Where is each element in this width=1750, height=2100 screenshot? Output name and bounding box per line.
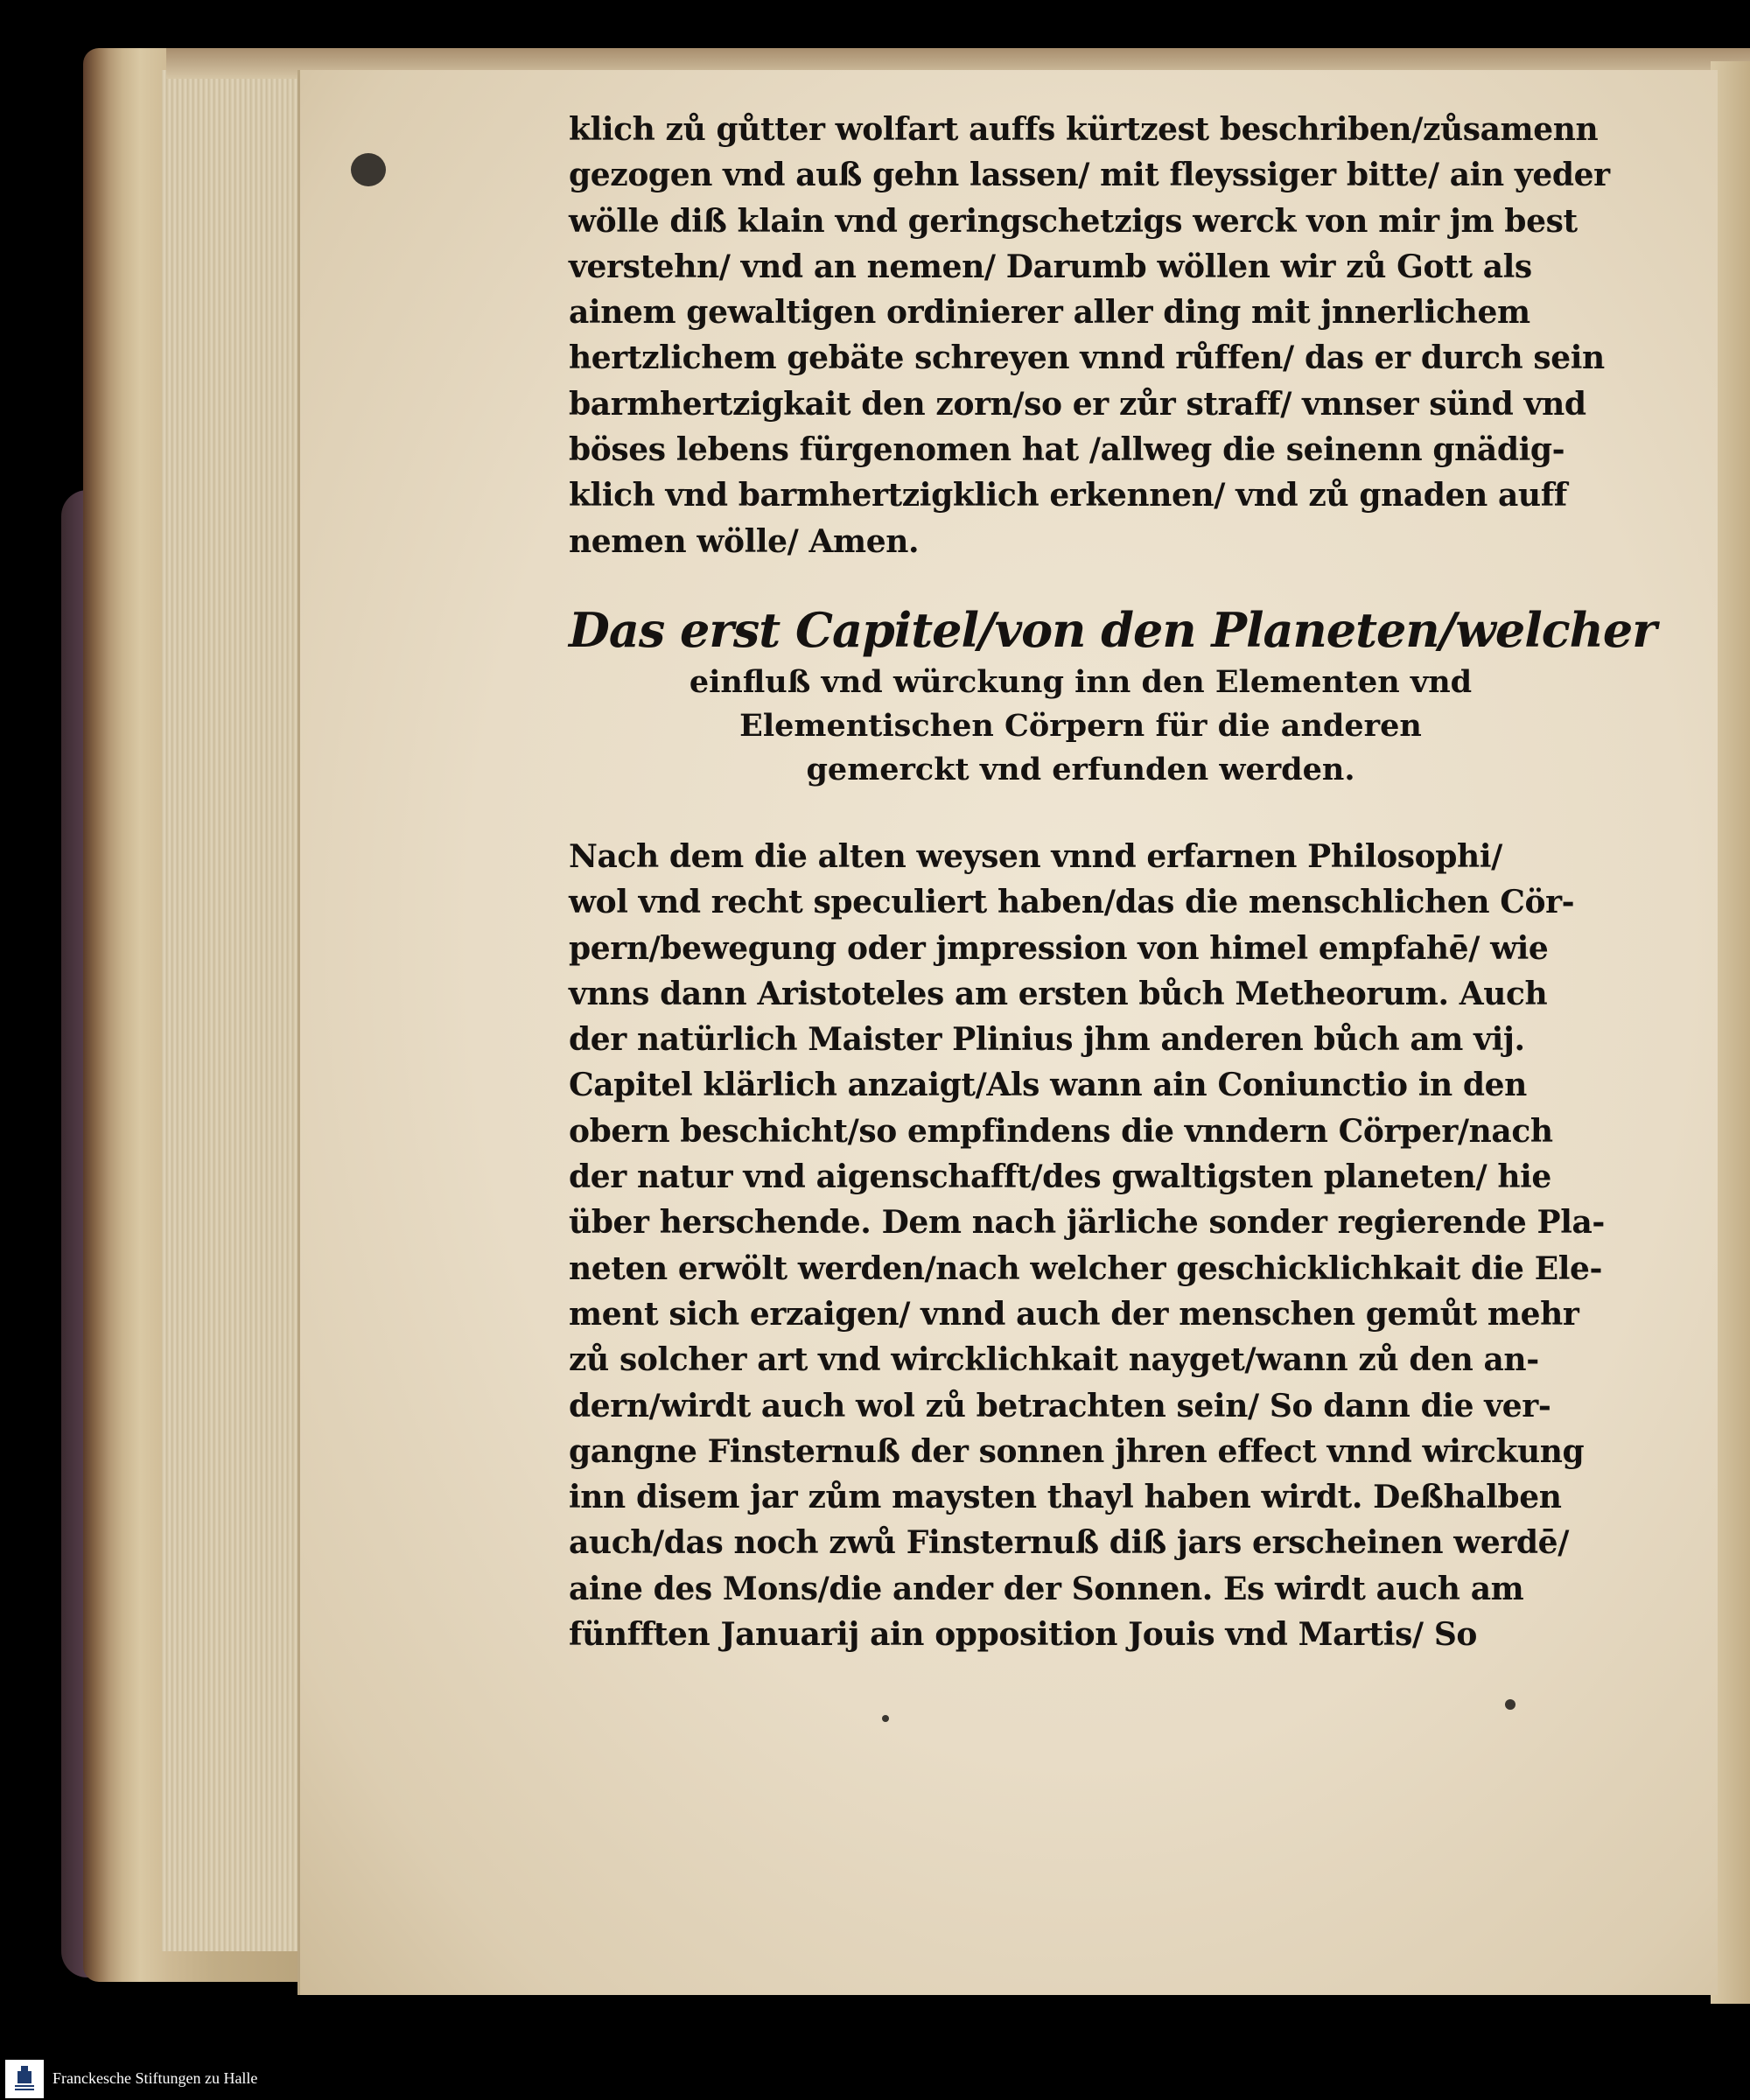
text-line: ment sich erzaigen/ vnnd auch der menschen gemůt mehr [569, 1295, 1579, 1333]
ink-dot [1505, 1699, 1516, 1710]
text-line: klich zů gůtter wolfart auffs kürtzest beschriben/zůsamenn [569, 111, 1599, 148]
text-line: böses lebens fürgenomen hat /allweg die seinenn gnädig- [569, 431, 1565, 469]
chapter-subtitle-line: Elementischen Cörpern für die anderen [739, 707, 1422, 744]
text-line: vnns dann Aristoteles am ersten bůch Metheorum. Auch [569, 975, 1548, 1012]
institution-logo-icon [5, 2060, 44, 2098]
text-line: gangne Finsternuß der sonnen jhren effect vnnd wirckung [569, 1432, 1585, 1470]
text-line: barmhertzigkait den zorn/so er zůr straff/ vnnser sünd vnd [569, 385, 1586, 423]
text-line: der natur vnd aigenschafft/des gwaltigsten planeten/ hie [569, 1158, 1551, 1196]
paragraph-chapter-body [569, 834, 1605, 1657]
paragraph-intro [569, 107, 1610, 564]
ink-dot [882, 1715, 889, 1722]
text-line: aine des Mons/die ander der Sonnen. Es wirdt auch am [569, 1570, 1524, 1607]
text-line: Capitel klärlich anzaigt/Als wann ain Coniunctio in den [569, 1067, 1527, 1104]
page-stack-edge [162, 70, 319, 1951]
text-line: gezogen vnd auß gehn lassen/ mit fleyssiger bitte/ ain yeder [569, 157, 1610, 194]
text-line: ainem gewaltigen ordinierer aller ding mit jnnerlichem [569, 294, 1530, 332]
text-line: inn disem jar zům maysten thayl haben wirdt. Deßhalben [569, 1479, 1562, 1516]
text-line: neten erwölt werden/nach welcher geschicklichkait die Ele- [569, 1250, 1603, 1287]
text-line: über herschende. Dem nach järliche sonder regierende Pla- [569, 1204, 1605, 1242]
text-line: hertzlichem gebäte schreyen vnnd růffen/ das er durch sein [569, 340, 1605, 377]
text-line: verstehn/ vnd an nemen/ Darumb wöllen wir zů Gott als [569, 248, 1532, 285]
page-text [569, 107, 1656, 1657]
text-line: zů solcher art vnd wircklichkait nayget/wann zů den an- [569, 1341, 1539, 1379]
chapter-title: Das erst Capitel/von den Planeten/welcher [569, 601, 1656, 658]
text-line: Nach dem die alten weysen vnnd erfarnen Philosophi/ [569, 837, 1502, 875]
chapter-subtitle-line: einfluß vnd würckung inn den Elementen vnd [689, 663, 1473, 700]
text-line: wölle diß klain vnd geringschetzigs werck von mir jm best [569, 202, 1578, 240]
text-line: fünfften Januarij ain opposition Jouis vnd Martis/ So [569, 1616, 1478, 1654]
chapter-subtitle-line: gemerckt vnd erfunden werden. [806, 751, 1355, 788]
text-line: obern beschicht/so empfindens die vnndern Cörper/nach [569, 1112, 1553, 1150]
chapter-heading [569, 599, 1656, 792]
text-line: dern/wirdt auch wol zů betrachten sein/ So dann die ver- [569, 1387, 1551, 1424]
text-line: auch/das noch zwů Finsternuß diß jars erscheinen werdē/ [569, 1524, 1569, 1562]
text-line: der natürlich Maister Plinius jhm anderen bůch am vij. [569, 1021, 1525, 1059]
text-line: wol vnd recht speculiert haben/das die menschlichen Cör- [569, 884, 1575, 921]
footer-bar [0, 2056, 1750, 2100]
text-line: klich vnd barmhertzigklich erkennen/ vnd zů gnaden auff [569, 477, 1567, 514]
footer-label: Franckesche Stiftungen zu Halle [52, 2069, 258, 2087]
text-line: nemen wölle/ Amen. [569, 522, 920, 560]
text-line: pern/bewegung oder jmpression von himel empfahē/ wie [569, 929, 1549, 967]
ink-blot [351, 153, 386, 186]
